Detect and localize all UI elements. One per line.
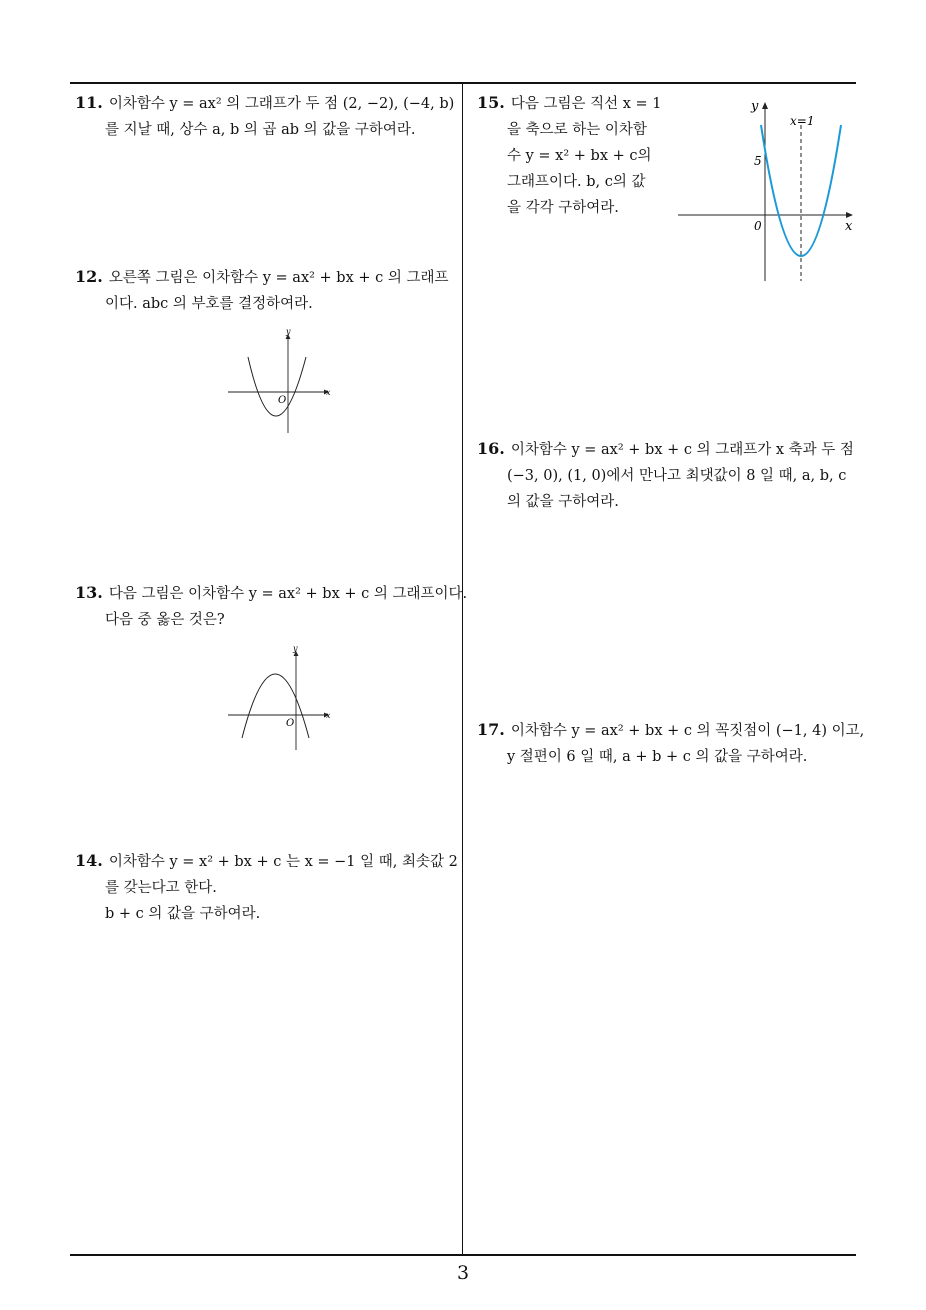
parabola [248,357,306,416]
y-axis-label: y [751,99,759,114]
problem-text: 이차함수 y = ax² + bx + c 의 꼭짓점이 (−1, 4) 이고, [510,723,865,739]
problem-14 [75,848,458,927]
x-axis-arrow [846,212,853,218]
y-axis-label: y [286,327,291,336]
problem-number: 11. [75,93,103,112]
problem-number: 12. [75,267,103,286]
problem-number: 15. [477,93,505,112]
problem-text: 이차함수 y = ax² 의 그래프가 두 점 (2, −2), (−4, b) [108,96,455,112]
problem-12-graph [220,325,340,440]
origin-label: 0 [754,219,762,233]
problem-13-graph [220,642,340,757]
problem-text: 다음 그림은 이차함수 y = ax² + bx + c 의 그래프이다. [108,586,468,602]
problem-text: 을 축으로 하는 이차함 [507,122,647,138]
x-axis-label: x [326,388,331,397]
x-axis-label: x [326,711,331,720]
problem-text: b + c 의 값을 구하여라. [105,906,261,922]
problem-text: 을 각각 구하여라. [507,200,619,216]
problem-text: 수 y = x² + bx + c의 [507,148,652,164]
problem-number: 16. [477,439,505,458]
origin-label: O [286,718,295,729]
problem-text: y 절편이 6 일 때, a + b + c 의 값을 구하여라. [507,749,808,765]
problem-text: 를 지날 때, 상수 a, b 의 곱 ab 의 값을 구하여라. [105,122,416,138]
y-intercept-label: 5 [754,154,762,168]
problem-text: 를 갖는다고 한다. [105,880,217,896]
problem-11 [75,90,454,143]
problem-12 [75,264,449,317]
page-number: 3 [456,1262,470,1284]
x-axis-label: x [845,219,853,234]
problem-text: 다음 중 옳은 것은? [105,612,225,628]
problem-text: 그래프이다. b, c의 값 [507,174,646,190]
problem-text: 다음 그림은 직선 x = 1 [510,96,662,112]
axis-of-symmetry-label: x=1 [790,114,815,128]
problem-text: 오른쪽 그림은 이차함수 y = ax² + bx + c 의 그래프 [108,270,449,286]
problem-text: (−3, 0), (1, 0)에서 만나고 최댓값이 8 일 때, a, b, c [507,468,847,484]
problem-15-graph [672,95,862,285]
problem-13 [75,580,467,633]
y-axis-arrow [762,102,768,109]
problem-text: 의 값을 구하여라. [507,494,619,510]
problem-number: 14. [75,851,103,870]
problem-text: 이차함수 y = x² + bx + c 는 x = −1 일 때, 최솟값 2 [108,854,458,870]
origin-label: O [278,395,287,406]
y-axis-label: y [293,644,298,653]
problem-number: 13. [75,583,103,602]
problem-17 [477,717,864,770]
column-divider [462,82,463,1255]
problem-text: 이다. abc 의 부호를 결정하여라. [105,296,313,312]
problem-number: 17. [477,720,505,739]
parabola [242,674,309,738]
problem-15 [477,90,662,221]
problem-text: 이차함수 y = ax² + bx + c 의 그래프가 x 축과 두 점 [510,442,854,458]
problem-16 [477,436,854,515]
